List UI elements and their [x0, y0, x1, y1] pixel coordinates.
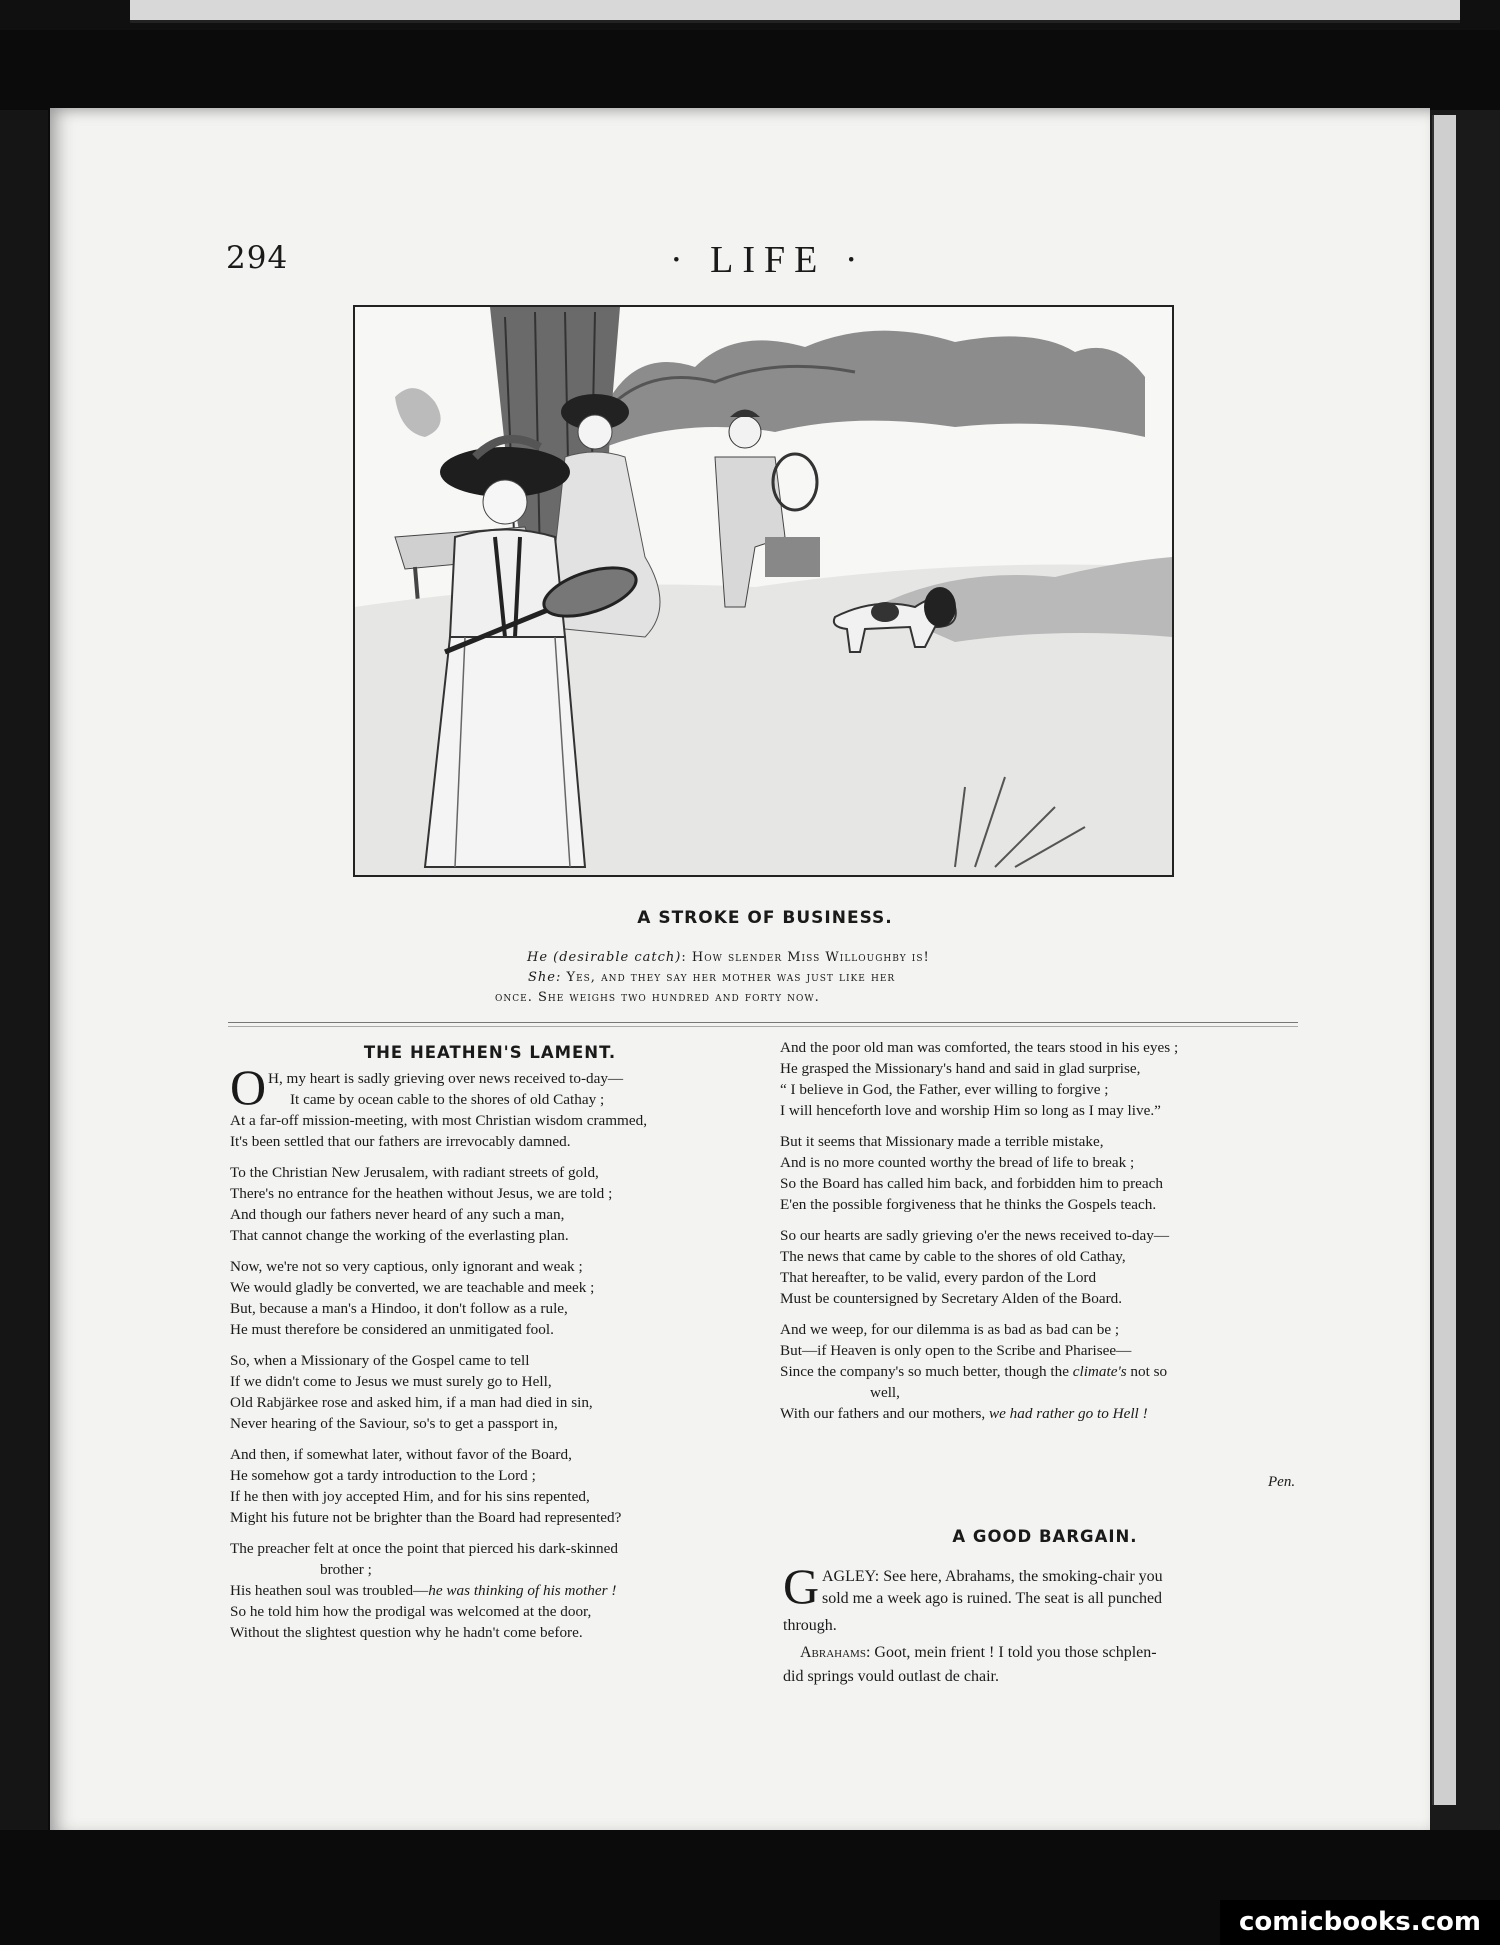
poem-text: His heathen soul was troubled— [230, 1582, 429, 1599]
poem-left-column [230, 1068, 647, 1643]
poem-line: E'en the possible forgiveness that he thinks the Gospels teach. [780, 1196, 1157, 1213]
cartoon-title: A STROKE OF BUSINESS. [637, 908, 893, 928]
poem-line: But it seems that Missionary made a terrible mistake, [780, 1133, 1104, 1150]
poem-line: So he told him how the prodigal was welcomed at the door, [230, 1603, 592, 1620]
dialogue-line-2 [528, 970, 895, 985]
poem-right-column [780, 1037, 1178, 1424]
scan-left-border [0, 110, 48, 1830]
poem-line: Now, we're not so very captious, only ignorant and weak ; [230, 1258, 583, 1275]
previous-page-edge [130, 0, 1460, 23]
site-watermark: comicbooks.com [1220, 1900, 1500, 1945]
speaker-abrahams: Abrahams [800, 1644, 866, 1661]
poem-line: So our hearts are sadly grieving o'er the news received to-day— [780, 1227, 1170, 1244]
bargain-line: did springs vould outlast de chair. [783, 1668, 999, 1685]
poem-line: It's been settled that our fathers are irrevocably damned. [230, 1133, 571, 1150]
poem-line: It came by ocean cable to the shores of old Cathay ; [290, 1091, 605, 1108]
poem-line: Must be countersigned by Secretary Alden of the Board. [780, 1290, 1123, 1307]
speaker-he: He (desirable catch) [527, 950, 682, 965]
poem-line: Might his future not be brighter than the Board had represented? [230, 1509, 622, 1526]
poem-signature: Pen. [1268, 1474, 1296, 1490]
poem-line: To the Christian New Jerusalem, with radiant streets of gold, [230, 1164, 599, 1181]
poem-line: “ I believe in God, the Father, ever willing to forgive ; [780, 1081, 1109, 1098]
poem-line: That cannot change the working of the everlasting plan. [230, 1227, 569, 1244]
poem-line: And the poor old man was comforted, the tears stood in his eyes ; [780, 1039, 1179, 1056]
poem-title: THE HEATHEN'S LAMENT. [363, 1043, 617, 1062]
poem-line: And though our fathers never heard of any such a man, [230, 1206, 565, 1223]
section-divider-secondary [228, 1026, 1298, 1027]
bargain-line: sold me a week ago is ruined. The seat is all punched [822, 1590, 1163, 1607]
dialogue-line-1 [527, 950, 930, 965]
poem-line: If he then with joy accepted Him, and for his sins repented, [230, 1488, 590, 1505]
poem-line: He grasped the Missionary's hand and said in glad surprise, [780, 1060, 1141, 1077]
poem-line: H, my heart is sadly grieving over news received to-day— [268, 1070, 624, 1087]
magazine-title: · LIFE · [670, 239, 867, 281]
poem-line: But, because a man's a Hindoo, it don't follow as a rule, [230, 1300, 568, 1317]
poem-line: At a far-off mission-meeting, with most Christian wisdom crammed, [230, 1112, 648, 1129]
poem-line: And then, if somewhat later, without favor of the Board, [230, 1446, 572, 1463]
bargain-line [800, 1640, 1157, 1665]
next-page-edge [1432, 115, 1456, 1805]
poem-line [230, 1580, 647, 1601]
bargain-line: AGLEY: See here, Abrahams, the smoking-chair you [822, 1568, 1163, 1585]
bargain-line: through. [783, 1617, 837, 1634]
poem-text: Since the company's so much better, though the [780, 1363, 1073, 1380]
poem-line: Never hearing of the Saviour, so's to get a passport in, [230, 1415, 558, 1432]
section-divider [228, 1022, 1298, 1023]
cartoon-illustration [353, 305, 1174, 877]
dialogue-line-1-text: : How slender Miss Willoughby is! [681, 950, 930, 965]
poem-line: So the Board has called him back, and forbidden him to preach [780, 1175, 1163, 1192]
poem-line: There's no entrance for the heathen without Jesus, we are told ; [230, 1185, 613, 1202]
poem-line: brother ; [320, 1561, 372, 1578]
bargain-title: A GOOD BARGAIN. [952, 1527, 1138, 1546]
poem-line: So, when a Missionary of the Gospel came to tell [230, 1352, 530, 1369]
poem-line: Old Rabjärkee rose and asked him, if a man had died in sin, [230, 1394, 593, 1411]
poem-line: If we didn't come to Jesus we must surely go to Hell, [230, 1373, 552, 1390]
poem-line [780, 1361, 1178, 1382]
poem-line: But—if Heaven is only open to the Scribe and Pharisee— [780, 1342, 1132, 1359]
poem-line: well, [870, 1384, 900, 1401]
poem-line: And we weep, for our dilemma is as bad as bad can be ; [780, 1321, 1120, 1338]
poem-line: The news that came by cable to the shores of old Cathay, [780, 1248, 1126, 1265]
poem-line: Without the slightest question why he hadn't come before. [230, 1624, 583, 1641]
poem-line: I will henceforth love and worship Him so long as I may live.” [780, 1102, 1161, 1119]
bargain-dropcap: G [783, 1558, 820, 1614]
poem-dropcap: O [230, 1059, 267, 1115]
dialogue-line-3: once. She weighs two hundred and forty now. [495, 990, 820, 1005]
poem-line: That hereafter, to be valid, every pardon of the Lord [780, 1269, 1097, 1286]
poem-line: He must therefore be considered an unmitigated fool. [230, 1321, 554, 1338]
poem-line: We would gladly be converted, we are teachable and meek ; [230, 1279, 595, 1296]
poem-text: With our fathers and our mothers, [780, 1405, 990, 1422]
poem-italic-text: he was thinking of his mother ! [428, 1582, 617, 1599]
poem-italic-text: we had rather go to Hell ! [989, 1405, 1148, 1422]
poem-italic-text: climate's [1072, 1363, 1127, 1380]
poem-line [780, 1403, 1178, 1424]
page-number: 294 [226, 240, 289, 276]
poem-text: not so [1126, 1363, 1168, 1380]
bargain-text: : Goot, mein frient ! I told you those schplen- [865, 1644, 1157, 1661]
poem-line: He somehow got a tardy introduction to the Lord ; [230, 1467, 536, 1484]
speaker-she: She: [528, 970, 562, 985]
poem-line: The preacher felt at once the point that pierced his dark-skinned [230, 1540, 618, 1557]
dialogue-line-2-text: Yes, and they say her mother was just like her [561, 970, 896, 985]
poem-line: And is no more counted worthy the bread of life to break ; [780, 1154, 1135, 1171]
